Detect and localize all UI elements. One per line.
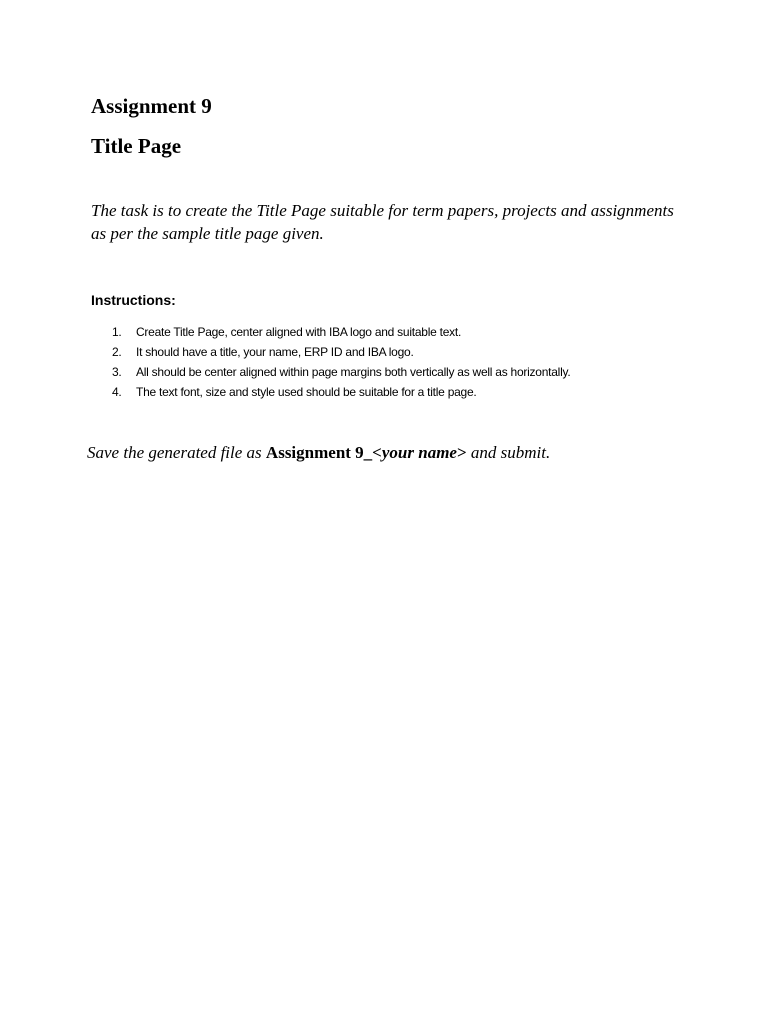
task-description: The task is to create the Title Page suitable for term papers, projects and assignments as per the sample title page given.: [91, 201, 674, 243]
filename-end: >: [456, 443, 467, 462]
instruction-number: 3.: [112, 365, 122, 379]
instruction-text: Create Title Page, center aligned with IBA logo and suitable text.: [136, 325, 462, 339]
instruction-item-2: [112, 342, 570, 362]
instruction-number: 2.: [112, 345, 122, 359]
instruction-text: It should have a title, your name, ERP ID and IBA logo.: [136, 345, 414, 359]
title-page-heading: Title Page: [91, 134, 182, 158]
filename-start: Assignment 9_<: [265, 443, 382, 462]
filename-placeholder: your name: [381, 443, 457, 462]
instruction-item-3: [112, 362, 570, 382]
instructions-label: Instructions:: [91, 292, 176, 308]
instructions-list: [112, 322, 570, 402]
instruction-item-1: [112, 322, 570, 342]
save-instruction-prefix: Save the generated file as: [87, 443, 266, 462]
instruction-item-4: [112, 382, 570, 402]
instruction-text: The text font, size and style used should be suitable for a title page.: [136, 385, 477, 399]
save-instruction-suffix: and submit.: [466, 443, 551, 462]
instruction-number: 4.: [112, 385, 122, 399]
instruction-text: All should be center aligned within page margins both vertically as well as horizontally.: [136, 365, 571, 379]
save-instruction: [87, 442, 550, 464]
instruction-number: 1.: [112, 325, 122, 339]
assignment-heading: Assignment 9: [91, 94, 212, 118]
